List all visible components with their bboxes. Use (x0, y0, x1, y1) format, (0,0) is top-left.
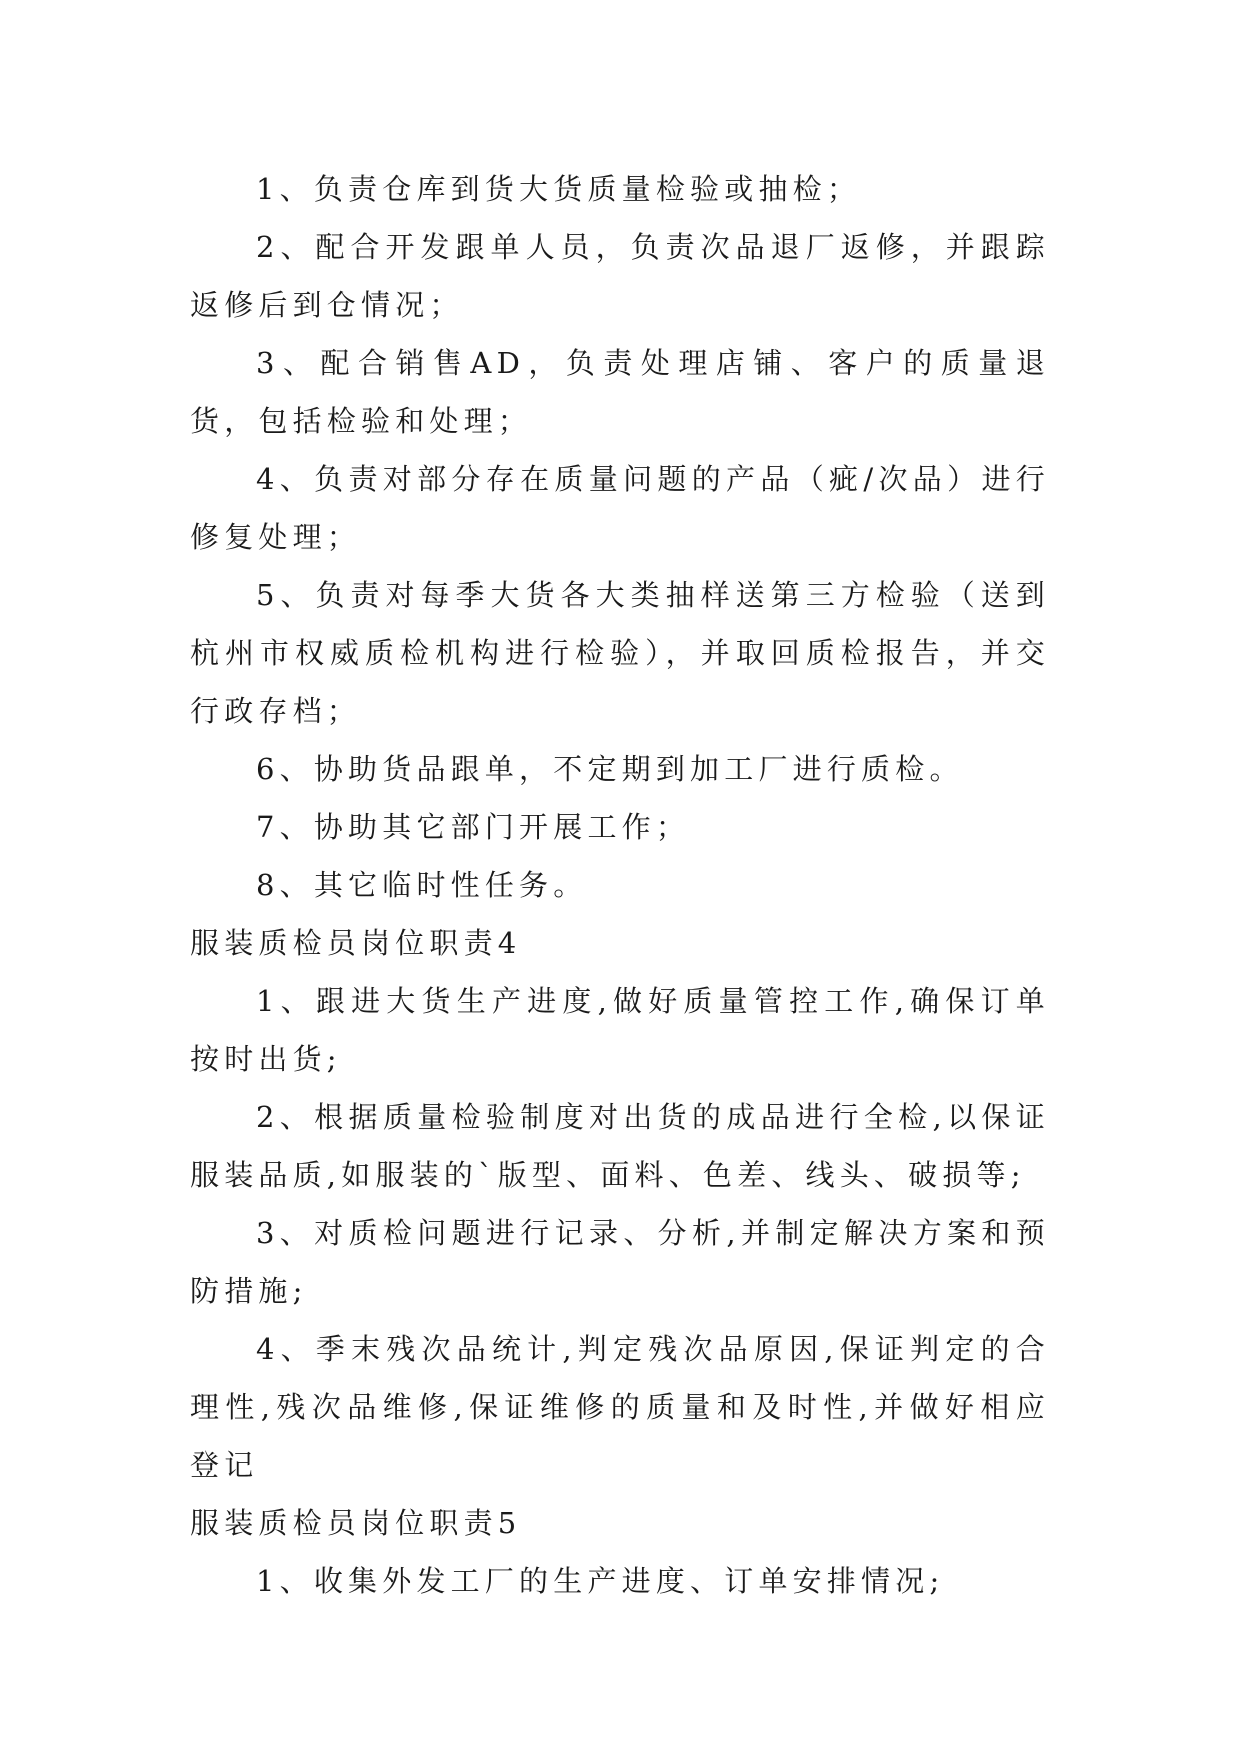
paragraph-item-5: 5、负责对每季大货各大类抽样送第三方检验（送到杭州市权威质检机构进行检验），并取回质检报告，并交行政存档； (190, 578, 1050, 728)
paragraph-item-4-4: 4、季末残次品统计,判定残次品原因,保证判定的合理性,残次品维修,保证维修的质量和及时性,并做好相应登记 (190, 1332, 1050, 1482)
paragraph-item-5-1: 1、收集外发工厂的生产进度、订单安排情况; (256, 1564, 945, 1598)
paragraph-item-2: 2、配合开发跟单人员，负责次品退厂返修，并跟踪返修后到仓情况； (190, 230, 1050, 322)
paragraph-item-4-3: 3、对质检问题进行记录、分析,并制定解决方案和预防措施; (190, 1216, 1050, 1308)
paragraph-item-8: 8、其它临时性任务。 (256, 868, 588, 902)
paragraph-item-4: 4、负责对部分存在质量问题的产品（疵/次品）进行修复处理； (190, 462, 1050, 554)
paragraph-item-4-2: 2、根据质量检验制度对出货的成品进行全检,以保证服装品质,如服装的`版型、面料、色差、线头、破损等; (190, 1100, 1050, 1192)
section-heading-4: 服装质检员岗位职责4 (190, 926, 522, 960)
paragraph-item-1: 1、负责仓库到货大货质量检验或抽检； (256, 172, 862, 206)
section-heading-5: 服装质检员岗位职责5 (190, 1506, 522, 1540)
paragraph-item-6: 6、协助货品跟单，不定期到加工厂进行质检。 (256, 752, 964, 786)
paragraph-item-4-1: 1、跟进大货生产进度,做好质量管控工作,确保订单按时出货; (190, 984, 1050, 1076)
paragraph-item-7: 7、协助其它部门开展工作； (256, 810, 691, 844)
document-body (190, 160, 1050, 1610)
paragraph-item-3: 3、配合销售AD，负责处理店铺、客户的质量退货，包括检验和处理； (190, 346, 1050, 438)
